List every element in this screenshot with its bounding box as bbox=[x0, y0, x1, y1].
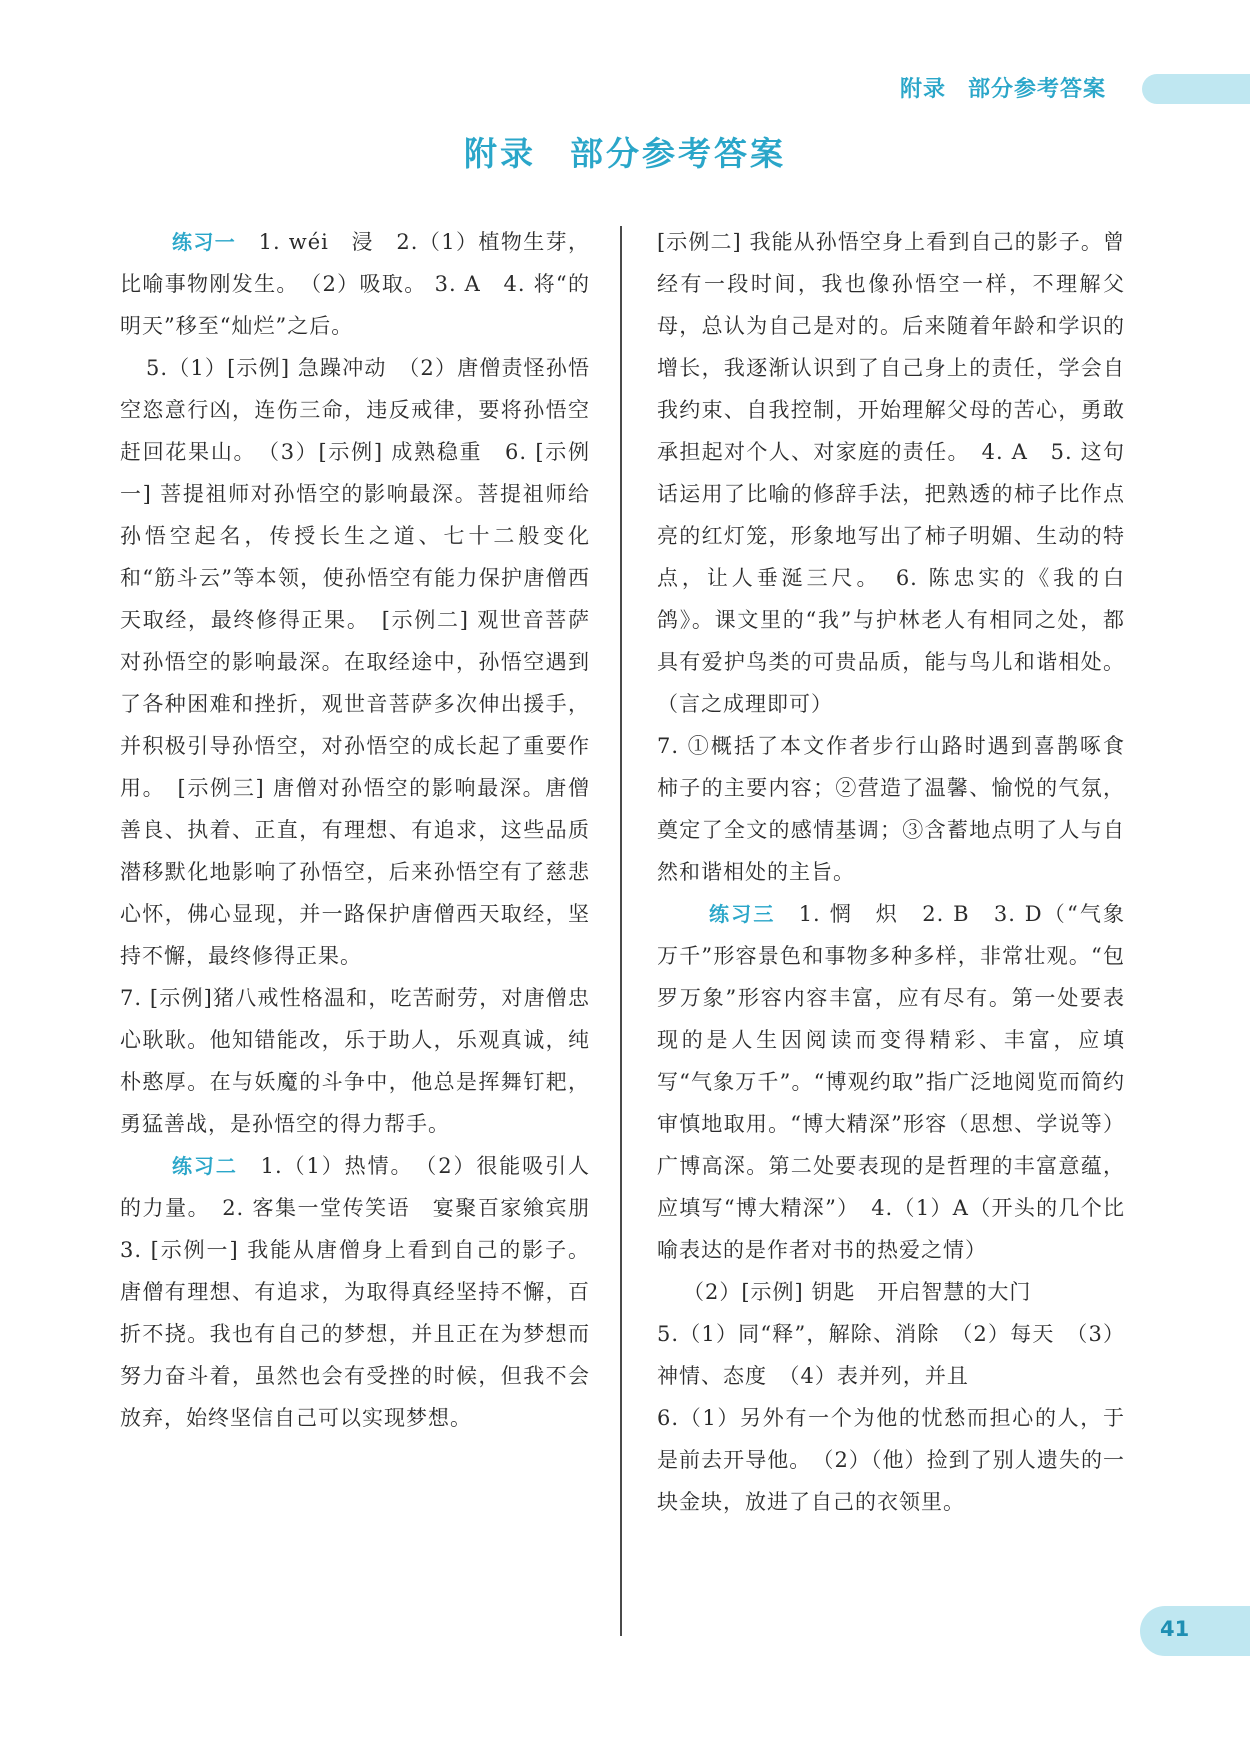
exercise-label: 练习二 bbox=[172, 1154, 238, 1178]
header-subtitle: 部分参考答案 bbox=[968, 77, 1107, 102]
answer-paragraph bbox=[657, 725, 1125, 893]
exercise-label: 练习一 bbox=[172, 230, 237, 254]
answer-paragraph bbox=[657, 221, 1125, 725]
answer-paragraph bbox=[120, 347, 590, 977]
exercise-label: 练习三 bbox=[709, 902, 776, 926]
answer-text: 7. [示例]猪八戒性格温和，吃苦耐劳，对唐僧忠心耿耿。他知错能改，乐于助人，乐观真诚，纯朴憨厚。在与妖魔的斗争中，他总是挥舞钉耙，勇猛善战，是孙悟空的得力帮手。 bbox=[120, 986, 590, 1136]
answer-text: 7. ①概括了本文作者步行山路时遇到喜鹊啄食柿子的主要内容；②营造了温馨、愉悦的气氛，奠定了全文的感情基调；③含蓄地点明了人与自然和谐相处的主旨。 bbox=[657, 734, 1125, 884]
answer-text: [示例二] 我能从孙悟空身上看到自己的影子。曾经有一段时间，我也像孙悟空一样，不理解父母，总认为自己是对的。后来随着年龄和学识的增长，我逐渐认识到了自己身上的责任，学会自我约束、自我控制，开始理解父母的苦心，勇敢承担起对个人、对家庭的责任。 4. A 5. 这句话运用了比喻的修辞手法，把熟透的柿子比作点亮的红灯笼，形象地写出了柿子明媚、生动的特点，让人垂涎三尺。 6. 陈忠实的《我的白鸽》。课文里的“我”与护林老人有相同之处，都具有爱护鸟类的可贵品质，能与鸟儿和谐相处。（言之成理即可） bbox=[657, 230, 1125, 716]
page-number-badge bbox=[1140, 1606, 1250, 1656]
page-title bbox=[0, 128, 1250, 175]
answer-paragraph bbox=[657, 1313, 1125, 1397]
answer-paragraph bbox=[657, 1271, 1125, 1313]
page-title-part1: 附录 bbox=[464, 134, 536, 173]
answer-text: 5.（1）同“释”，解除、消除 （2）每天 （3）神情、态度 （4）表并列，并且 bbox=[657, 1322, 1125, 1388]
header-tab-decoration bbox=[1142, 74, 1250, 104]
answer-paragraph bbox=[120, 221, 590, 347]
page-title-part2: 部分参考答案 bbox=[570, 134, 786, 173]
answer-text: 1.（1）热情。 （2）很能吸引人的力量。 2. 客集一堂传笑语 宴聚百家飨宾朋 3. [示例一] 我能从唐僧身上看到自己的影子。唐僧有理想、有追求，为取得真经坚持不懈，百折不挠。我也有自己的梦想，并且正在为梦想而努力奋斗着，虽然也会有受挫的时候，但我不会放弃，始终坚信自己可以实现梦想。 bbox=[120, 1154, 612, 1430]
answer-text: 1. wéi 浸 2.（1）植物生芽，比喻事物刚发生。 （2）吸取。 3. A 4. 将“的明天”移至“灿烂”之后。 bbox=[120, 230, 591, 338]
page-number: 41 bbox=[1160, 1617, 1190, 1641]
answer-paragraph bbox=[657, 893, 1125, 1271]
running-header bbox=[900, 72, 1106, 103]
right-column bbox=[657, 221, 1125, 1523]
answer-text: 1. 惘 炽 2. B 3. D（“气象万千”形容景色和事物多种多样，非常壮观。“包罗万象”形容内容丰富，应有尽有。第一处要表现的是人生因阅读而变得精彩、丰富，应填写“气象万千”。“博观约取”指广泛地阅览而简约审慎地取用。“博大精深”形容（思想、学说等）广博高深。第二处要表现的是哲理的丰富意蕴，应填写“博大精深”） 4.（1）A（开头的几个比喻表达的是作者对书的热爱之情） bbox=[657, 902, 1126, 1262]
left-column bbox=[120, 221, 612, 1439]
header-section: 附录 bbox=[900, 77, 947, 102]
column-divider bbox=[620, 226, 622, 1636]
answer-text: 5.（1）[示例] 急躁冲动 （2）唐僧责怪孙悟空恣意行凶，连伤三命，违反戒律，要将孙悟空赶回花果山。 （3）[示例] 成熟稳重 6. [示例一] 菩提祖师对孙悟空的影响最深。菩提祖师给孙悟空起名，传授长生之道、七十二般变化和“筋斗云”等本领，使孙悟空有能力保护唐僧西天取经，最终修得正果。 [示例二] 观世音菩萨对孙悟空的影响最深。在取经途中，孙悟空遇到了各种困难和挫折，观世音菩萨多次伸出援手，并积极引导孙悟空，对孙悟空的成长起了重要作用。 [示例三] 唐僧对孙悟空的影响最深。唐僧善良、执着、正直，有理想、有追求，这些品质潜移默化地影响了孙悟空，后来孙悟空有了慈悲心怀，佛心显现，并一路保护唐僧西天取经，坚持不懈，最终修得正果。 bbox=[120, 356, 590, 968]
answer-paragraph bbox=[120, 977, 590, 1145]
answer-text: 6.（1）另外有一个为他的忧愁而担心的人，于是前去开导他。 （2）（他）捡到了别人遗失的一块金块，放进了自己的衣领里。 bbox=[657, 1406, 1125, 1514]
answer-text: （2）[示例] 钥匙 开启智慧的大门 bbox=[683, 1280, 1032, 1304]
answer-paragraph bbox=[657, 1397, 1125, 1523]
answer-paragraph bbox=[120, 1145, 612, 1439]
